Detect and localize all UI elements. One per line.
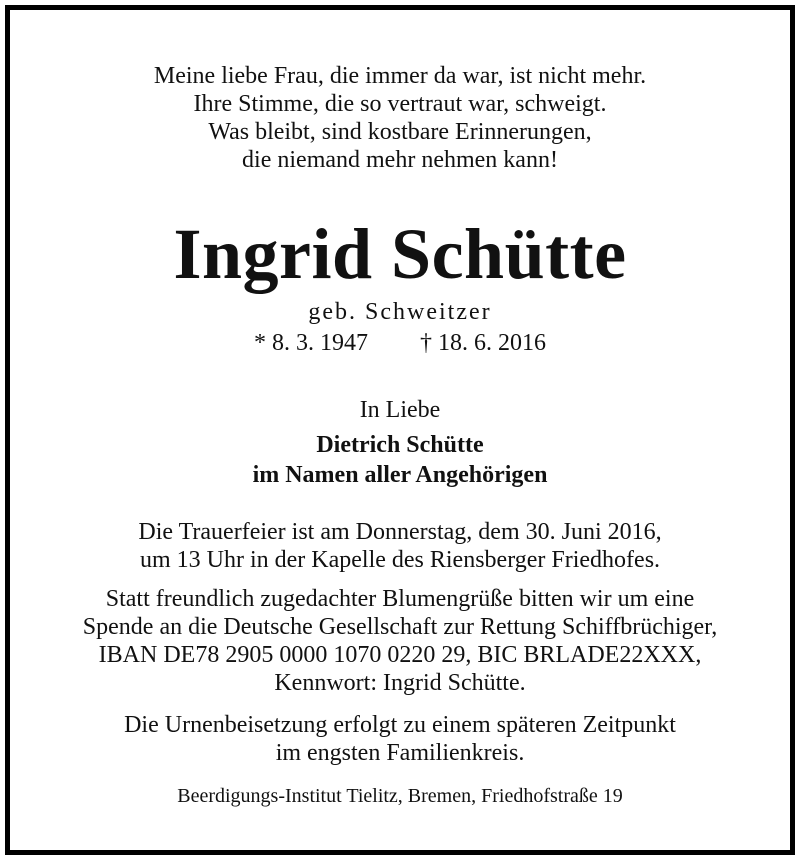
funeral-home: Beerdigungs-Institut Tielitz, Bremen, Friedhofstraße 19: [177, 785, 623, 807]
donation-line: Spende an die Deutsche Gesellschaft zur Rettung Schiffbrüchiger,: [82, 614, 718, 640]
mourners-signature: [10, 430, 790, 490]
poem-line: die niemand mehr nehmen kann!: [242, 147, 558, 173]
funeral-info: [10, 518, 790, 574]
obituary-notice: [5, 5, 795, 855]
funeral-line: Die Trauerfeier ist am Donnerstag, dem 30. Juni 2016,: [138, 519, 662, 545]
birth-date: * 8. 3. 1947: [254, 330, 368, 356]
poem-line: Was bleibt, sind kostbare Erinnerungen,: [208, 119, 592, 145]
mourner-line: Dietrich Schütte: [316, 432, 484, 458]
burial-info: [10, 711, 790, 767]
burial-line: im engsten Familienkreis.: [275, 740, 525, 766]
death-date: † 18. 6. 2016: [420, 330, 546, 356]
donation-line: IBAN DE78 2905 0000 1070 0220 29, BIC BRLADE22XXX,: [98, 642, 702, 668]
mourner-line: im Namen aller Angehörigen: [252, 462, 548, 488]
donation-info: [10, 585, 790, 697]
burial-line: Die Urnenbeisetzung erfolgt zu einem späteren Zeitpunkt: [124, 712, 676, 738]
poem-line: Meine liebe Frau, die immer da war, ist nicht mehr.: [153, 63, 647, 89]
mourners-intro: In Liebe: [359, 397, 441, 423]
life-dates: [10, 328, 790, 358]
birth-name: geb. Schweitzer: [308, 299, 492, 325]
deceased-name: Ingrid Schütte: [173, 214, 627, 294]
poem: [10, 62, 790, 174]
donation-line: Statt freundlich zugedachter Blumengrüße bitten wir um eine: [105, 586, 695, 612]
poem-line: Ihre Stimme, die so vertraut war, schweigt.: [193, 91, 607, 117]
funeral-line: um 13 Uhr in der Kapelle des Riensberger Friedhofes.: [139, 547, 661, 573]
donation-line: Kennwort: Ingrid Schütte.: [274, 670, 526, 696]
